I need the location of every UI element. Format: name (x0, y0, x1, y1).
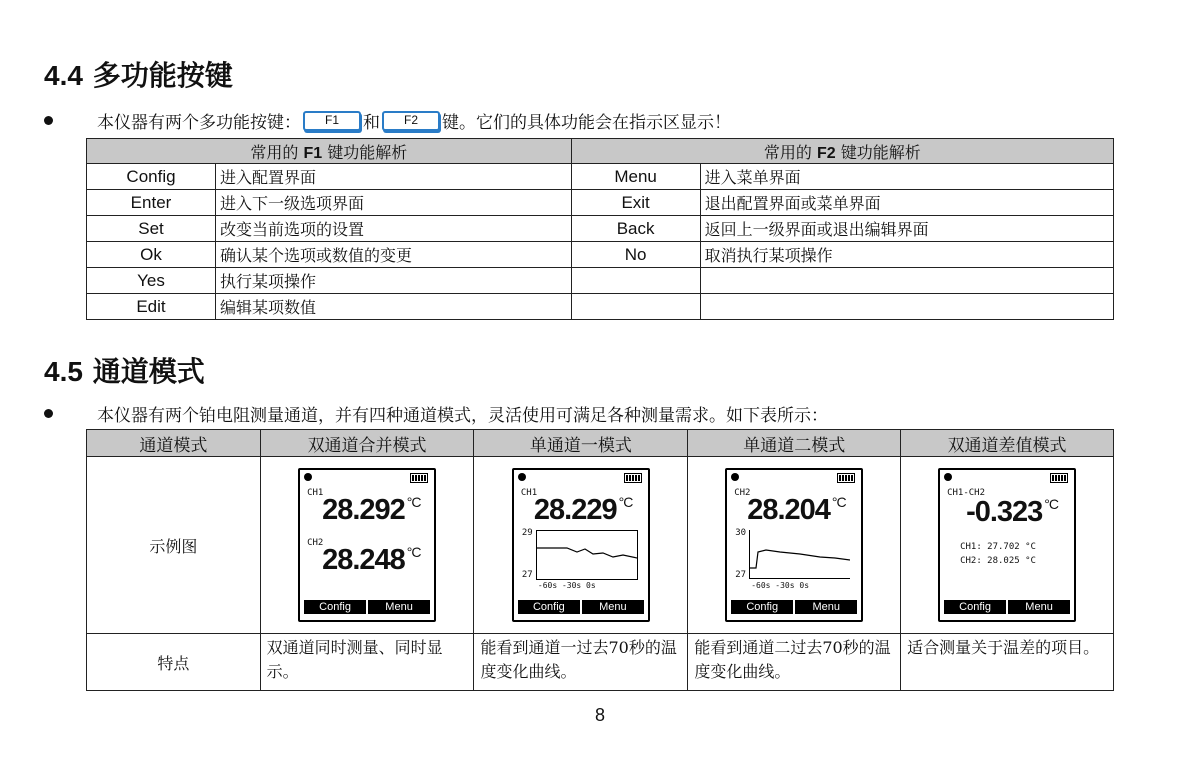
menu-softkey: Menu (1006, 600, 1070, 614)
f1-key-desc: 改变当前选项的设置 (216, 216, 572, 242)
f1-key-name: Config (87, 164, 216, 190)
page-number: 8 (594, 705, 605, 725)
f2-key-icon: F2 (382, 111, 440, 131)
f1-header: 常用的 F1 键功能解析 (87, 139, 572, 164)
table-row (87, 294, 1114, 320)
menu-softkey: Menu (793, 600, 857, 614)
y-min-label: 27 (735, 570, 747, 580)
feature-row (87, 634, 1114, 691)
intro-and: 和 (363, 113, 380, 133)
section-number: 4.4 (44, 60, 83, 91)
feature-single2: 能看到通道二过去70秒的温度变化曲线。 (688, 634, 901, 691)
bullet-icon (44, 116, 53, 125)
section-number: 4.5 (44, 356, 83, 387)
f1-key-desc: 执行某项操作 (216, 268, 572, 294)
f2-key-name: Exit (571, 190, 700, 216)
x-axis-label: -60s -30s 0s (751, 581, 810, 590)
config-softkey: Config (731, 600, 793, 614)
single1-screen-cell (474, 457, 688, 634)
battery-icon (624, 473, 642, 483)
f2-header: 常用的 F2 键功能解析 (571, 139, 1113, 164)
header-diff: 双通道差值模式 (901, 430, 1114, 457)
diff-screen (938, 468, 1076, 622)
menu-softkey: Menu (580, 600, 644, 614)
single2-screen (725, 468, 863, 622)
channel-mode-table (86, 429, 1114, 691)
example-label: 示例图 (87, 457, 261, 634)
ch1-value: 28.292 $^{^\circ C}$ (322, 494, 421, 526)
table-row (87, 190, 1114, 216)
f2-key-name: Back (571, 216, 700, 242)
f1-key-desc: 确认某个选项或数值的变更 (216, 242, 572, 268)
feature-merge: 双通道同时测量、同时显示。 (260, 634, 474, 691)
softkeys (518, 600, 644, 614)
empty-cell (571, 294, 700, 320)
single1-screen (512, 468, 650, 622)
trend-line-icon (750, 530, 850, 578)
f2-key-desc: 退出配置界面或菜单界面 (700, 190, 1113, 216)
battery-icon (837, 473, 855, 483)
ch1-label: CH1 (520, 488, 538, 498)
trend-graph (749, 530, 850, 579)
f1-key-name: Enter (87, 190, 216, 216)
f1-key-name: Ok (87, 242, 216, 268)
f1-key-desc: 进入下一级选项界面 (216, 190, 572, 216)
ch2-label: CH2 (734, 488, 751, 498)
feature-single1: 能看到通道一过去70秒的温度变化曲线。 (474, 634, 688, 691)
feature-label: 特点 (87, 634, 261, 691)
single2-screen-cell (688, 457, 901, 634)
x-axis-label: -60s -30s 0s (537, 581, 596, 590)
section-title-text: 多功能按键 (92, 59, 233, 92)
clock-icon (518, 473, 526, 481)
battery-icon (1050, 473, 1068, 483)
f2-key-name: Menu (571, 164, 700, 190)
intro-text: 本仪器有两个多功能按键： (97, 113, 301, 133)
section-title-4-4 (44, 54, 233, 94)
f2-key-desc: 进入菜单界面 (700, 164, 1113, 190)
f1-key-desc: 编辑某项数值 (216, 294, 572, 320)
f2-key-desc: 取消执行某项操作 (700, 242, 1113, 268)
header-mode: 通道模式 (87, 430, 261, 457)
intro-line-4-5 (44, 401, 828, 426)
ch2-value: 28.204 $^{^\circ C}$ (747, 494, 846, 526)
example-row (87, 457, 1114, 634)
ch1-reading: CH1: 27.702 °C (960, 542, 1036, 552)
trend-line-icon (537, 531, 637, 579)
clock-icon (304, 473, 312, 481)
softkeys (731, 600, 857, 614)
ch1-label: CH1 (307, 488, 324, 498)
f2-key-name: No (571, 242, 700, 268)
diff-value: -0.323 $^{^\circ C}$ (966, 496, 1059, 528)
clock-icon (731, 473, 739, 481)
header-single2: 单通道二模式 (688, 430, 901, 457)
y-max-label: 29 (521, 528, 533, 538)
section-title-4-5 (44, 350, 205, 390)
config-softkey: Config (304, 600, 366, 614)
table-row (87, 242, 1114, 268)
clock-icon (944, 473, 952, 481)
ch2-label: CH2 (307, 538, 324, 548)
softkeys (944, 600, 1070, 614)
table-row (87, 216, 1114, 242)
key-function-table (86, 138, 1114, 320)
merge-screen (298, 468, 436, 622)
ch2-value: 28.248 $^{^\circ C}$ (322, 544, 421, 576)
softkeys (304, 600, 430, 614)
empty-cell (700, 268, 1113, 294)
f1-key-desc: 进入配置界面 (216, 164, 572, 190)
table-row (87, 164, 1114, 190)
intro-text: 本仪器有两个铂电阻测量通道，并有四种通道模式，灵活使用可满足各种测量需求。如下表所示： (97, 406, 828, 426)
intro-line-4-4 (44, 108, 731, 133)
table-row (87, 268, 1114, 294)
config-softkey: Config (518, 600, 580, 614)
section-title-text: 通道模式 (92, 355, 205, 388)
ch1-value: 28.229 $^{^\circ C}$ (533, 494, 633, 526)
battery-icon (410, 473, 428, 483)
y-max-label: 30 (735, 528, 747, 538)
header-single1: 单通道一模式 (474, 430, 688, 457)
empty-cell (700, 294, 1113, 320)
y-min-label: 27 (521, 570, 533, 580)
f1-key-icon: F1 (303, 111, 361, 131)
empty-cell (571, 268, 700, 294)
config-softkey: Config (944, 600, 1006, 614)
f1-key-name: Set (87, 216, 216, 242)
intro-text-end: 键。它们的具体功能会在指示区显示！ (442, 113, 731, 133)
feature-diff: 适合测量关于温差的项目。 (901, 634, 1114, 691)
f1-key-name: Yes (87, 268, 216, 294)
merge-screen-cell (260, 457, 474, 634)
f2-key-desc: 返回上一级界面或退出编辑界面 (700, 216, 1113, 242)
menu-softkey: Menu (366, 600, 430, 614)
f1-key-name: Edit (87, 294, 216, 320)
header-merge: 双通道合并模式 (260, 430, 474, 457)
trend-graph (536, 530, 638, 580)
ch2-reading: CH2: 28.025 °C (960, 556, 1036, 566)
diff-screen-cell (901, 457, 1114, 634)
diff-label: CH1-CH2 (947, 488, 985, 498)
bullet-icon (44, 409, 53, 418)
